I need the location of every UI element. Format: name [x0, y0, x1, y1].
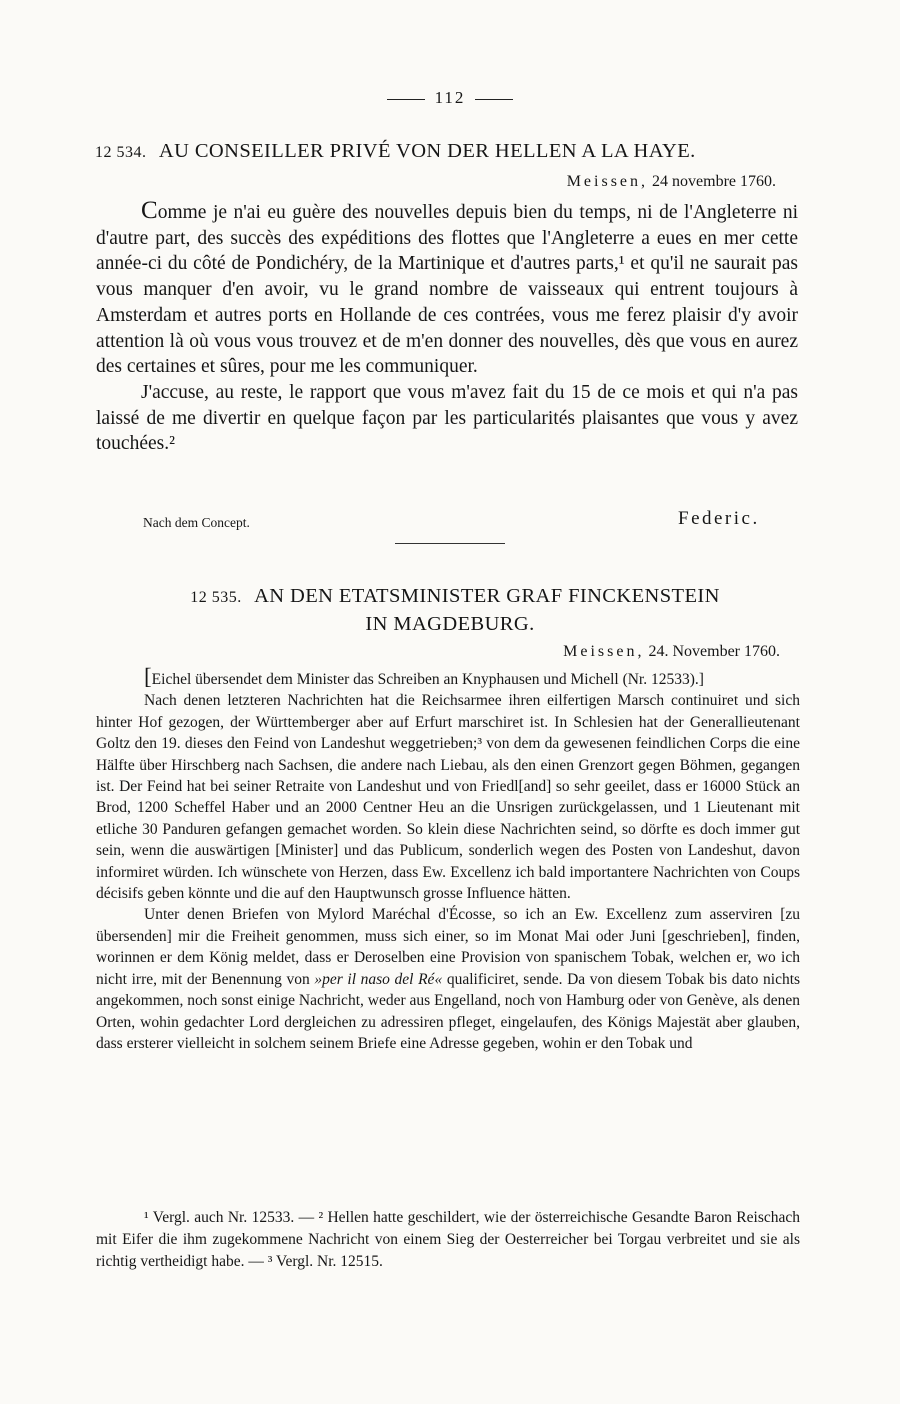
- letter1-date: 24 novembre 1760.: [652, 173, 776, 190]
- letter2-intro-text: Eichel übersendet dem Minister das Schreiben an Knyphausen und Michell (Nr. 12533).]: [151, 671, 704, 688]
- letter2-heading: [0, 583, 900, 637]
- letter2-paragraph-1: Nach denen letzteren Nachrichten hat die Reichsarmee ihren eilfertigen Marsch continuiret und sich hinter Hof gezogen, der Württemberger aber auf Erfurt marschiret ist. In Schlesien hat der Generallieutenant Goltz den 19. dieses den Feind von Landeshut weggetrieben;³ von dem da gewesenen feindlichen Corps die eine Hälfte über Hirschberg nach Sachsen, die andere nach Liebau, als den einen Grenzort gegen Böhmen, gegangen ist. Der Feind hat bei seiner Retraite von Landeshut und von Friedl[and] so sehr geeilet, dass er 16000 Stück an Brod, 1200 Scheffel Haber und an 2000 Centner Heu an die Unsrigen zurückgelassen, und 1 Lieutenant mit etliche 30 Panduren gefangen gemachet worden. So klein diese Nachrichten seind, so dörfte es doch immer gut sein, wenn die auswärtigen [Minister] und das Publicum, sonderlich wegen des Posten von Landeshut, davon informiret würden. Ich wünschete von Herzen, dass Ew. Excellenz ich bald importantere Nachrichten von Coups décisifs geben könnte und die auf den Hauptwunsch grosse Influence hätten.: [96, 692, 800, 903]
- letter1-heading: [95, 140, 815, 163]
- page-number: 112: [434, 88, 466, 107]
- letter2-title-text1: AN DEN ETATSMINISTER GRAF FINCKENSTEIN: [254, 585, 720, 607]
- letter2-dateline: [563, 643, 780, 661]
- letter2-number: 12 535.: [190, 589, 242, 606]
- letter1-date-place: Meissen,: [566, 173, 649, 190]
- letter2-date: 24. November 1760.: [648, 643, 780, 660]
- letter2-para2-quote: »per il naso del Ré«: [314, 970, 443, 988]
- page-header: [0, 88, 900, 108]
- letter2-intro: [96, 666, 800, 690]
- letter1-dropcap: C: [141, 197, 158, 224]
- section-divider: [395, 543, 505, 544]
- letter1-paragraph-2: J'accuse, au reste, le rapport que vous m'avez fait du 15 de ce mois et qui n'a pas laissé de me divertir en quelque façon par les particularités plaisantes que vous y avez touchées.²: [96, 381, 798, 455]
- footnotes: [96, 1207, 800, 1273]
- letter2-intro-bracket: [: [144, 664, 152, 689]
- header-dash-left: [387, 99, 425, 100]
- letter1-paragraph-1: [96, 198, 798, 380]
- letter1-number: 12 534.: [95, 144, 147, 161]
- letter2-date-place: Meissen,: [563, 643, 645, 660]
- letter2-para2-part-a: Unter denen Briefen von Mylord Maréchal d'Écosse, so ich an Ew. Excellenz zum asserviren [zu übersenden] mir die Freiheit genommen, muss sich einer, so im Monat Mai oder Juni [geschrieben], finden, worinnen er dem König meldet, dass er Deroselben eine Provision von spanischem Tobak, welchen er, wo ich nicht irre, mit der Benennung von: [96, 906, 800, 988]
- letter1-source-note: Nach dem Concept.: [143, 515, 250, 530]
- header-dash-right: [475, 99, 513, 100]
- letter1-title: AU CONSEILLER PRIVÉ VON DER HELLEN A LA HAYE.: [158, 140, 696, 162]
- letter2-para2-part-b: qualificiret, sende. Da von diesem Tobak bis dato nichts angekommen, noch sonst einige Nachricht, weder aus Engelland, noch von Hamburg oder von Genève, als denen Orten, wohin gedachter Lord dergleichen zu adressiren pfleget, eingelaufen, des Königs Majestät aber glauben, dass ersterer vielleicht in solchem seinem Briefe eine Adresse gegeben, wohin er den Tobak und: [96, 970, 801, 1052]
- letter1-body: [96, 198, 798, 457]
- letter1-signature: Federic.: [678, 508, 760, 529]
- letter2-title-line2: IN MAGDEBURG.: [365, 613, 535, 635]
- footnotes-text: ¹ Vergl. auch Nr. 12533. — ² Hellen hatte geschildert, wie der österreichische Gesandte Baron Reischach mit Eifer die ihm zugekommene Nachricht von einem Sieg der Oesterreicher bei Torgau verbreitet und sie als richtig vertheidigt habe. — ³ Vergl. Nr. 12515.: [96, 1209, 800, 1270]
- letter1-dateline: [567, 173, 776, 191]
- letter2-paragraph-2: [96, 904, 800, 1054]
- letter2-title-line1: [0, 583, 900, 611]
- letter2-body: [96, 666, 800, 1054]
- letter1-para1-text: omme je n'ai eu guère des nouvelles depuis bien du temps, ni de l'Angleterre ni d'autre part, des succès des expéditions des flottes que l'Angleterre a eues en mer cette année-ci du côté de Pondichéry, de la Martinique et d'autres parts,¹ et qu'il ne saurait pas vous manquer d'en avoir, vu le grand nombre de vaisseaux qui entrent toujours à Amsterdam et autres ports en Hollande de ces contrées, vous me ferez plaisir d'y avoir attention là où vous vous trouvez et de m'en donner des nouvelles, dès que vous en aurez des certaines et sûres, pour me les communiquer.: [96, 202, 798, 378]
